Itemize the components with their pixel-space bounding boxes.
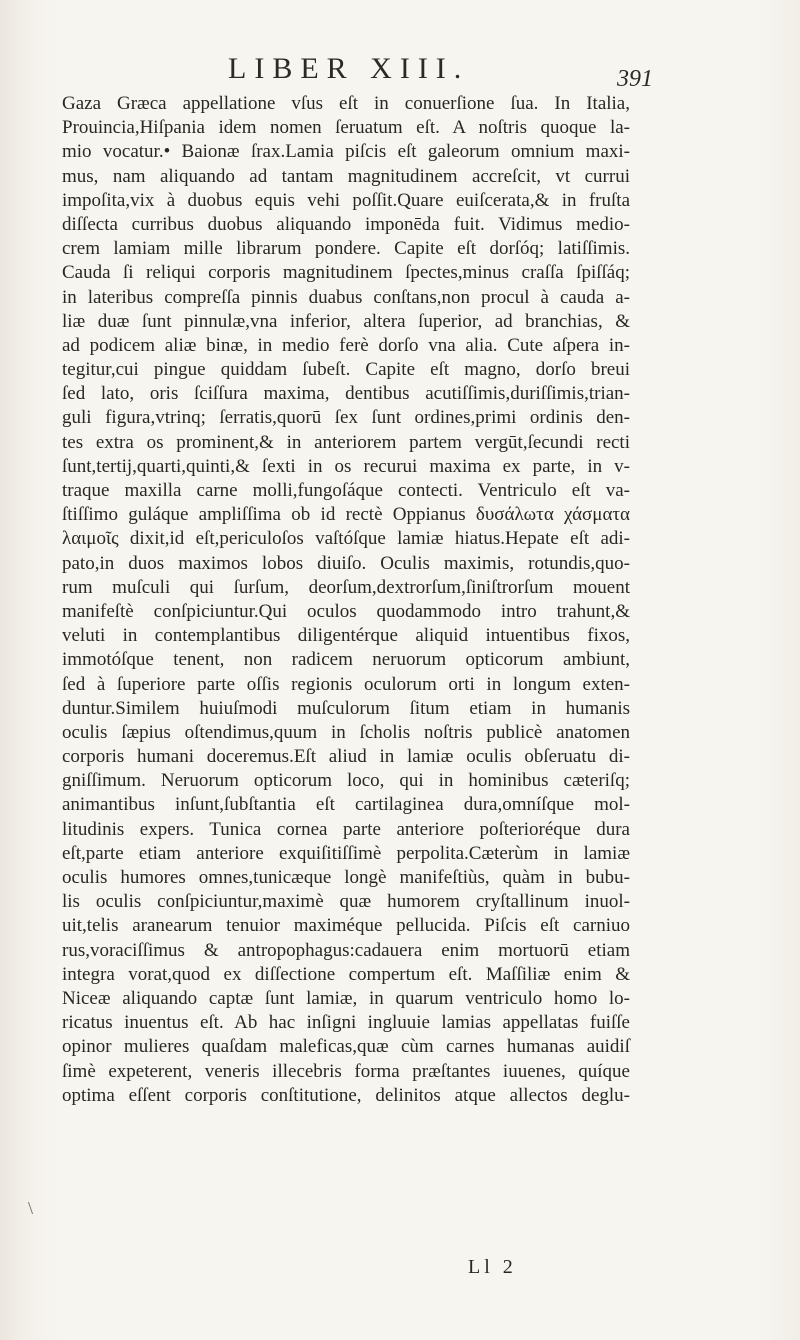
text-line: oculis humores omnes,tunicæque longè manifeſtiùs, quàm in bubu-	[62, 867, 630, 888]
text-line: Prouincia,Hiſpania idem nomen ſeruatum eſt. A noſtris quoque la-	[62, 117, 630, 139]
text-line: ſtiſſimo guláque ampliſſima ob id rectè Oppianus δυσάλωτα χάσματα	[62, 504, 630, 526]
text-line: pato,in duos maximos lobos diuiſo. Oculis maximis, rotundis,quo-	[62, 552, 630, 574]
text-line: veluti in contemplantibus diligentérque aliquid intuentibus fixos,	[62, 625, 630, 647]
text-line: eſt,parte etiam anteriore exquiſitiſſimè perpolita.Cæterùm in lamiæ	[62, 842, 630, 864]
text-line: duntur.Similem huiuſmodi muſculorum ſitum etiam in humanis	[62, 697, 630, 719]
text-line: ad podicem aliæ binæ, in medio ferè dorſo vna alia. Cute aſpera in-	[62, 334, 630, 356]
text-line: lis oculis conſpiciuntur,maximè quæ humorem cryſtallinum inuol-	[62, 891, 630, 913]
text-line: impoſita,vix à duobus equis vehi poſſit.Quare euiſcerata,& in fruſta	[62, 189, 630, 211]
text-line: in lateribus compreſſa pinnis duabus conſtans,non procul à cauda a-	[62, 286, 630, 308]
signature-mark: Ll 2	[468, 1256, 517, 1278]
text-line: opinor mulieres quaſdam maleficas,quæ cùm carnes humanas auidiſ	[62, 1036, 630, 1058]
running-title: LIBER XIII.	[228, 52, 470, 85]
body-text	[62, 92, 630, 1108]
text-line: Gaza Græca appellatione vſus eſt in conuerſione ſua. In Italia,	[62, 93, 630, 114]
text-line: ſunt,tertij,quarti,quinti,& ſexti in os recurui maxima ex parte, in v-	[62, 455, 630, 477]
text-line: rus,voraciſſimus & antropophagus:cadauera enim mortuorū etiam	[62, 939, 630, 961]
page-number: 391	[617, 66, 653, 92]
text-line: uit,telis aranearum tenuior maximéque pellucida. Piſcis eſt carniuo	[62, 915, 630, 937]
text-line: guli figura,vtrinq; ſerratis,quorū ſex ſunt ordines,primi ordinis den-	[62, 407, 630, 429]
text-line: integra vorat,quod ex diſſectione compertum eſt. Maſſiliæ enim &	[62, 963, 630, 985]
text-line: mus, nam aliquando ad tantam magnitudinem accreſcit, vt currui	[62, 165, 630, 187]
text-line: diſſecta curribus duobus aliquando imponēda fuit. Vidimus medio-	[62, 213, 630, 235]
text-line: corporis humani doceremus.Eſt aliud in lamiæ oculis obſeruatu di-	[62, 746, 630, 768]
text-line: crem lamiam mille librarum pondere. Capite eſt dorſóq; latiſſimis.	[62, 238, 630, 260]
text-line: ſimè expeterent, veneris illecebris forma præſtantes iuuenes, quíque	[62, 1060, 630, 1082]
text-line: traque maxilla carne molli,fungoſáque contecti. Ventriculo eſt va-	[62, 480, 630, 501]
text-line: rum muſculi qui ſurſum, deorſum,dextrorſum,ſiniſtrorſum mouent	[62, 576, 630, 598]
text-line: optima eſſent corporis conſtitutione, delinitos atque allectos deglu-	[62, 1084, 630, 1106]
margin-mark: \	[28, 1198, 34, 1218]
text-line: immotóſque tenent, non radicem neruorum opticorum ambiunt,	[62, 649, 630, 671]
text-line: ricatus inuentus eſt. Ab hac inſigni ingluuie lamias appellatas fuiſſe	[62, 1012, 630, 1034]
text-line: tes extra os prominent,& in anteriorem partem vergūt,ſecundi recti	[62, 431, 630, 453]
text-line: λαιμοῖς dixit,id eſt,periculoſos vaſtóſque lamiæ hiatus.Hepate eſt adi-	[62, 528, 630, 550]
text-line: Cauda ſi reliqui corporis magnitudinem ſpectes,minus craſſa ſpiſſáq;	[62, 262, 630, 284]
text-line: ſed à ſuperiore parte oſſis regionis oculorum orti in longum exten-	[62, 673, 630, 695]
page-header	[0, 52, 800, 92]
text-line: animantibus inſunt,ſubſtantia eſt cartilaginea dura,omníſque mol-	[62, 794, 630, 816]
text-line: manifeſtè conſpiciuntur.Qui oculos quodammodo intro trahunt,&	[62, 600, 630, 622]
text-line: ſed lato, oris ſciſſura maxima, dentibus acutiſſimis,duriſſimis,trian-	[62, 383, 630, 405]
text-line: tegitur,cui pingue quiddam ſubeſt. Capite eſt magno, dorſo breui	[62, 359, 630, 381]
text-line: Niceæ aliquando captæ ſunt lamiæ, in quarum ventriculo homo lo-	[62, 987, 630, 1009]
text-line: liæ duæ ſunt pinnulæ,vna inferior, altera ſuperior, ad branchias, &	[62, 310, 630, 332]
text-line: mio vocatur.• Baionæ ſrax.Lamia piſcis eſt galeorum omnium maxi-	[62, 141, 630, 163]
text-line: oculis ſæpius oſtendimus,quum in ſcholis noſtris publicè anatomen	[62, 721, 630, 743]
text-line: litudinis expers. Tunica cornea parte anteriore poſterioréque dura	[62, 818, 630, 840]
text-line: gniſſimum. Neruorum opticorum loco, qui in hominibus cæteriſq;	[62, 770, 630, 792]
